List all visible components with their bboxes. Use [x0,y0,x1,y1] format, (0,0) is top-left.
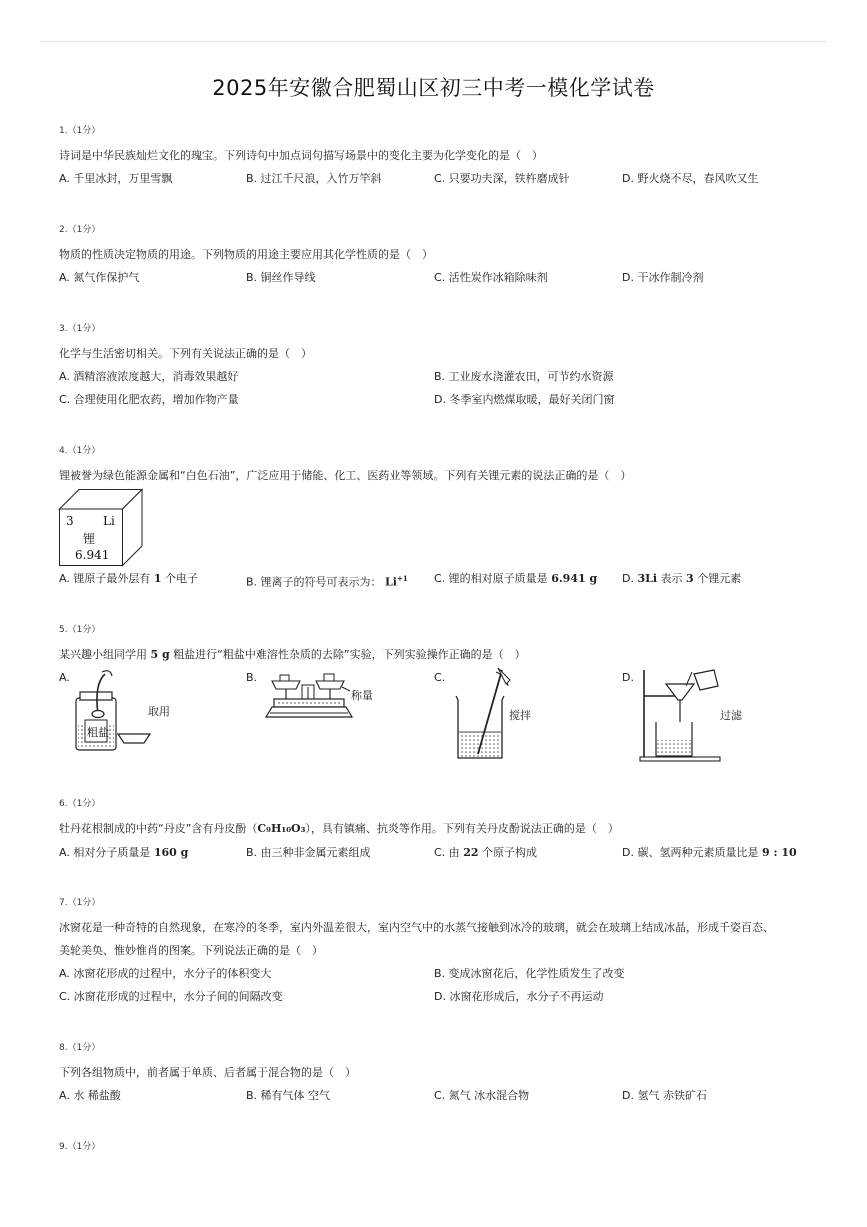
question-8-option-a[interactable]: A. 水 稀盐酸 [59,1089,121,1102]
caption-stir: 搅拌 [509,709,531,722]
question-4-option-b[interactable] [246,571,408,591]
stem-formula: C₉H₁₀O₃ [257,822,306,835]
question-5-option-d[interactable]: D. [622,671,634,684]
caption-weigh: 称量 [351,689,373,702]
option-value: 1 [153,572,162,585]
question-8-option-d[interactable]: D. 氢气 赤铁矿石 [622,1089,707,1102]
question-5-option-c[interactable]: C. [434,671,446,684]
option-text: A. 锂原子最外层有 [59,572,151,585]
page-title: 2025年安徽合肥蜀山区初三中考一模化学试卷 [212,76,655,100]
question-6-option-c[interactable] [434,845,537,861]
question-4-option-a[interactable] [59,571,198,587]
option-value: 9 : 10 [761,846,797,859]
stem-text: 某兴趣小组同学用 [59,648,147,661]
balance-illustration [266,673,356,723]
option-value: 22 [463,846,479,859]
filtration-illustration [636,666,726,762]
question-6-option-b[interactable]: B. 由三种非金属元素组成 [246,846,371,859]
question-5-stem [59,647,819,663]
question-2-number: 2.（1分） [59,225,101,235]
option-value-2: 3 [686,572,694,585]
question-1-option-a[interactable]: A. 千里冰封，万里雪飘 [59,172,173,185]
question-6-option-a[interactable] [59,845,188,861]
option-superscript: +1 [396,574,408,583]
question-2-option-b[interactable]: B. 铜丝作导线 [246,271,316,284]
option-value: Li [385,575,397,589]
option-text-tail: 个电子 [164,572,198,585]
question-3-number: 3.（1分） [59,324,101,334]
question-6-stem [59,821,819,837]
question-7-option-a[interactable]: A. 冰窗花形成的过程中，水分子的体积变大 [59,967,272,980]
question-3-option-b[interactable]: B. 工业废水浇灌农田，可节约水资源 [434,370,614,383]
question-3-option-c[interactable]: C. 合理使用化肥农药，增加作物产量 [59,393,239,406]
question-2-option-a[interactable]: A. 氮气作保护气 [59,271,140,284]
caption-take: 取用 [148,705,170,718]
question-5-number: 5.（1分） [59,625,101,635]
option-text-tail: 个原子构成 [482,846,537,859]
question-2-option-c[interactable]: C. 活性炭作冰箱除味剂 [434,271,548,284]
element-atomic-mass: 6.941 [75,548,110,562]
question-3-option-a[interactable]: A. 酒精溶液浓度越大，消毒效果越好 [59,370,239,383]
salt-jar-label: 粗盐 [87,726,109,739]
question-7-number: 7.（1分） [59,898,101,908]
option-value: 3Li [637,572,658,585]
element-name: 锂 [83,532,96,546]
caption-filter: 过滤 [720,709,742,722]
stem-text: 牡丹花根制成的中药“丹皮”含有丹皮酚（ [59,822,258,835]
question-8-option-c[interactable]: C. 氮气 冰水混合物 [434,1089,530,1102]
question-1-number: 1.（1分） [59,126,101,136]
question-7-option-b[interactable]: B. 变成冰窗花后，化学性质发生了改变 [434,967,625,980]
question-4-stem: 锂被誉为绿色能源金属和“白色石油”，广泛应用于储能、化工、医药业等领域。下列有关锂元素的说法正确的是（ ） [59,469,632,482]
question-4-number: 4.（1分） [59,446,101,456]
question-1-option-b[interactable]: B. 过江千尺浪，入竹万竿斜 [246,172,382,185]
question-5-option-a[interactable]: A. [59,671,70,684]
question-7-stem-line-2: 美轮美奂、惟妙惟肖的图案。下列说法正确的是（ ） [59,944,323,957]
question-7-option-d[interactable]: D. 冰窗花形成后，水分子不再运动 [434,990,604,1003]
question-3-option-d[interactable]: D. 冬季室内燃煤取暖，最好关闭门窗 [434,393,615,406]
option-text: C. 由 [434,846,460,859]
question-6-number: 6.（1分） [59,799,101,809]
question-4-option-d[interactable] [622,571,741,587]
question-9-number: 9.（1分） [59,1142,101,1152]
question-8-number: 8.（1分） [59,1043,101,1053]
question-5-option-b[interactable]: B. [246,671,258,684]
question-1-option-c[interactable]: C. 只要功夫深，铁杵磨成针 [434,172,570,185]
option-text: B. 锂离子的符号可表示为： [246,575,382,589]
element-atomic-number: 3 [66,514,74,528]
option-text-tail: 表示 [660,572,683,585]
question-2-stem: 物质的性质决定物质的用途。下列物质的用途主要应用其化学性质的是（ ） [59,248,433,261]
top-divider [40,41,827,42]
option-text: A. 相对分子质量是 [59,846,151,859]
question-3-stem: 化学与生活密切相关。下列有关说法正确的是（ ） [59,347,312,360]
option-text: D. 碳、氢两种元素质量比是 [622,846,759,859]
stem-value: 5 g [150,648,170,661]
option-text: D. [622,572,634,585]
question-7-stem-line-1: 冰窗花是一种奇特的自然现象，在寒冷的冬季，室内外温差很大，室内空气中的水蒸气接触到冰冷的玻璃，就会在玻璃上结成冰晶，形成千姿百态、 [59,921,774,934]
stem-text-tail: ），具有镇痛、抗炎等作用。下列有关丹皮酚说法正确的是（ ） [305,822,619,835]
question-7-option-c[interactable]: C. 冰窗花形成的过程中，水分子间的间隔改变 [59,990,283,1003]
question-1-stem: 诗词是中华民族灿烂文化的瑰宝。下列诗句中加点词句描写场景中的变化主要为化学变化的是（ ） [59,149,543,162]
option-value: 6.941 g [551,572,598,585]
option-value: 160 g [153,846,189,859]
question-1-option-d[interactable]: D. 野火烧不尽，春风吹又生 [622,172,759,185]
question-6-option-d[interactable] [622,845,797,861]
question-4-option-c[interactable] [434,571,597,587]
stem-text-tail: 粗盐进行“粗盐中难溶性杂质的去除”实验，下列实验操作正确的是（ ） [173,648,526,661]
question-8-option-b[interactable]: B. 稀有气体 空气 [246,1089,331,1102]
question-8-stem: 下列各组物质中，前者属于单质、后者属于混合物的是（ ） [59,1066,356,1079]
element-symbol: Li [103,514,115,528]
option-text: C. 锂的相对原子质量是 [434,572,548,585]
option-text-tail-2: 个锂元素 [697,572,742,585]
question-2-option-d[interactable]: D. 干冰作制冷剂 [622,271,704,284]
